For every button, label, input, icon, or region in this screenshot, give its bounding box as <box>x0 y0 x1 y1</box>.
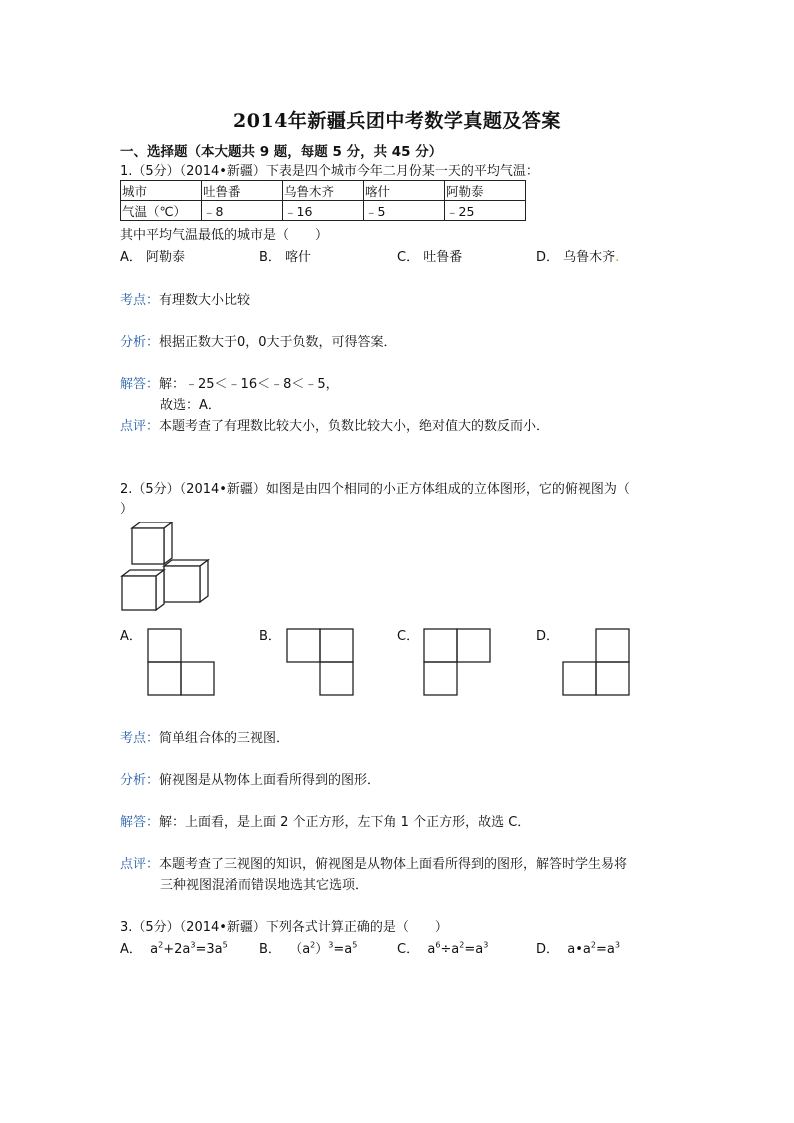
cube-face <box>122 576 156 610</box>
math: =a <box>464 942 484 957</box>
q1-jieda-conclusion: 故选：A． <box>160 398 221 413</box>
exponent: 3 <box>328 940 334 950</box>
table-cell: 乌鲁木齐 <box>283 181 364 201</box>
jieda-label: 解答： <box>120 815 160 830</box>
square <box>287 629 320 662</box>
cube-face <box>132 528 164 564</box>
q3-option-b <box>259 938 357 957</box>
exponent: 2 <box>590 940 596 950</box>
square <box>596 629 629 662</box>
exponent: 3 <box>483 940 489 950</box>
exponent: 5 <box>352 940 358 950</box>
table-cell: 气温（℃） <box>121 201 202 221</box>
dianping-label: 点评： <box>120 419 160 434</box>
table-row <box>121 201 526 221</box>
fenxi-text: 根据正数大于0，0大于负数，可得答案． <box>159 335 397 350</box>
dianping-text: 本题考查了三视图的知识，俯视图是从物体上面看所得到的图形，解答时学生易将 <box>159 857 628 872</box>
math: （a <box>289 942 311 957</box>
q1-option-a: A． 阿勒泰 <box>120 250 186 265</box>
section-heading: 一、选择题（本大题共 9 题，每题 5 分，共 45 分） <box>120 144 443 160</box>
exponent: 6 <box>435 940 441 950</box>
dianping-label: 点评： <box>120 857 160 872</box>
cube-face <box>164 566 200 602</box>
q1-option-d <box>536 246 619 265</box>
option-c-figure <box>422 627 492 697</box>
q2-stem-end: ） <box>120 502 134 517</box>
math: =a <box>595 942 615 957</box>
table-cell: ﹣25 <box>445 201 526 221</box>
q2-dianping-cont: 三种视图混淆而错误地选其它选项． <box>160 878 369 893</box>
cube-face <box>156 570 164 610</box>
math: =a <box>333 942 353 957</box>
square <box>596 662 629 695</box>
table-cell: 喀什 <box>364 181 445 201</box>
q1-stem: 1.（5分）（2014•新疆）下表是四个城市今年二月份某一天的平均气温： <box>120 164 539 179</box>
square <box>181 662 214 695</box>
exponent: 3 <box>190 940 196 950</box>
jieda-text: 解：﹣25＜﹣16＜﹣8＜﹣5， <box>159 377 339 392</box>
dianping-text: 本题考查了有理数比较大小，负数比较大小，绝对值大的数反而小． <box>159 419 550 434</box>
exponent: 3 <box>614 940 620 950</box>
q2-option-d: D． <box>536 629 560 644</box>
math: a <box>150 942 159 957</box>
option-d-figure <box>561 627 631 697</box>
q3-stem: 3.（5分）（2014•新疆）下列各式计算正确的是（ ） <box>120 920 448 935</box>
q1-option-d-text: D． 乌鲁木齐 <box>536 250 616 265</box>
square <box>563 662 596 695</box>
option-label: D． <box>536 942 560 957</box>
math: a <box>427 942 436 957</box>
square <box>148 662 181 695</box>
fenxi-label: 分析： <box>120 773 160 788</box>
q1-fenxi <box>120 331 397 350</box>
q2-option-b: B． <box>259 629 281 644</box>
q1-option-c: C． 吐鲁番 <box>397 250 463 265</box>
jieda-label: 解答： <box>120 377 160 392</box>
cube-face <box>164 522 172 564</box>
square <box>320 662 353 695</box>
q2-jieda <box>120 811 530 830</box>
math: ） <box>315 942 329 957</box>
cube-face <box>200 560 208 602</box>
highlight-mark: . <box>615 250 620 265</box>
exponent: 2 <box>310 940 316 950</box>
square <box>424 629 457 662</box>
table-cell: 阿勒泰 <box>445 181 526 201</box>
q2-kaodian <box>120 727 289 746</box>
q2-stem: 2.（5分）（2014•新疆）如图是由四个相同的小正方体组成的立体图形，它的俯视图为（ <box>120 482 630 497</box>
q2-option-c: C． <box>397 629 420 644</box>
math: =3a <box>195 942 223 957</box>
kaodian-text: 有理数大小比较 <box>159 293 251 308</box>
q2-option-a: A． <box>120 629 142 644</box>
page-title: 2014年新疆兵团中考数学真题及答案 <box>233 110 561 132</box>
kaodian-text: 简单组合体的三视图． <box>159 731 290 746</box>
option-label: A． <box>120 942 142 957</box>
kaodian-label: 考点： <box>120 731 160 746</box>
square <box>424 662 457 695</box>
table-cell: ﹣8 <box>202 201 283 221</box>
option-label: C． <box>397 942 420 957</box>
option-a-figure <box>146 627 216 697</box>
q3-option-d <box>536 938 620 957</box>
table-cell: ﹣16 <box>283 201 364 221</box>
temperature-table <box>120 180 526 221</box>
jieda-text: 解：上面看，是上面 2 个正方形，左下角 1 个正方形，故选 C． <box>159 815 531 830</box>
table-cell: 城市 <box>121 181 202 201</box>
fenxi-label: 分析： <box>120 335 160 350</box>
square <box>320 629 353 662</box>
math: ÷a <box>440 942 460 957</box>
kaodian-label: 考点： <box>120 293 160 308</box>
q2-dianping <box>120 853 627 872</box>
square <box>148 629 181 662</box>
square <box>457 629 490 662</box>
cube-figure <box>118 522 214 614</box>
table-row <box>121 181 526 201</box>
q1-option-b: B． 喀什 <box>259 250 312 265</box>
exponent: 2 <box>459 940 465 950</box>
q1-question: 其中平均气温最低的城市是（ ） <box>120 228 329 243</box>
option-b-figure <box>285 627 355 697</box>
option-label: B． <box>259 942 281 957</box>
q3-option-a <box>120 938 228 957</box>
math: a•a <box>567 942 591 957</box>
q1-kaodian <box>120 289 250 308</box>
math: +2a <box>163 942 191 957</box>
q1-jieda <box>120 373 339 392</box>
exponent: 2 <box>158 940 164 950</box>
q1-dianping <box>120 415 549 434</box>
table-cell: ﹣5 <box>364 201 445 221</box>
fenxi-text: 俯视图是从物体上面看所得到的图形． <box>159 773 381 788</box>
exponent: 5 <box>222 940 228 950</box>
q2-fenxi <box>120 769 380 788</box>
q3-option-c <box>397 938 488 957</box>
table-cell: 吐鲁番 <box>202 181 283 201</box>
